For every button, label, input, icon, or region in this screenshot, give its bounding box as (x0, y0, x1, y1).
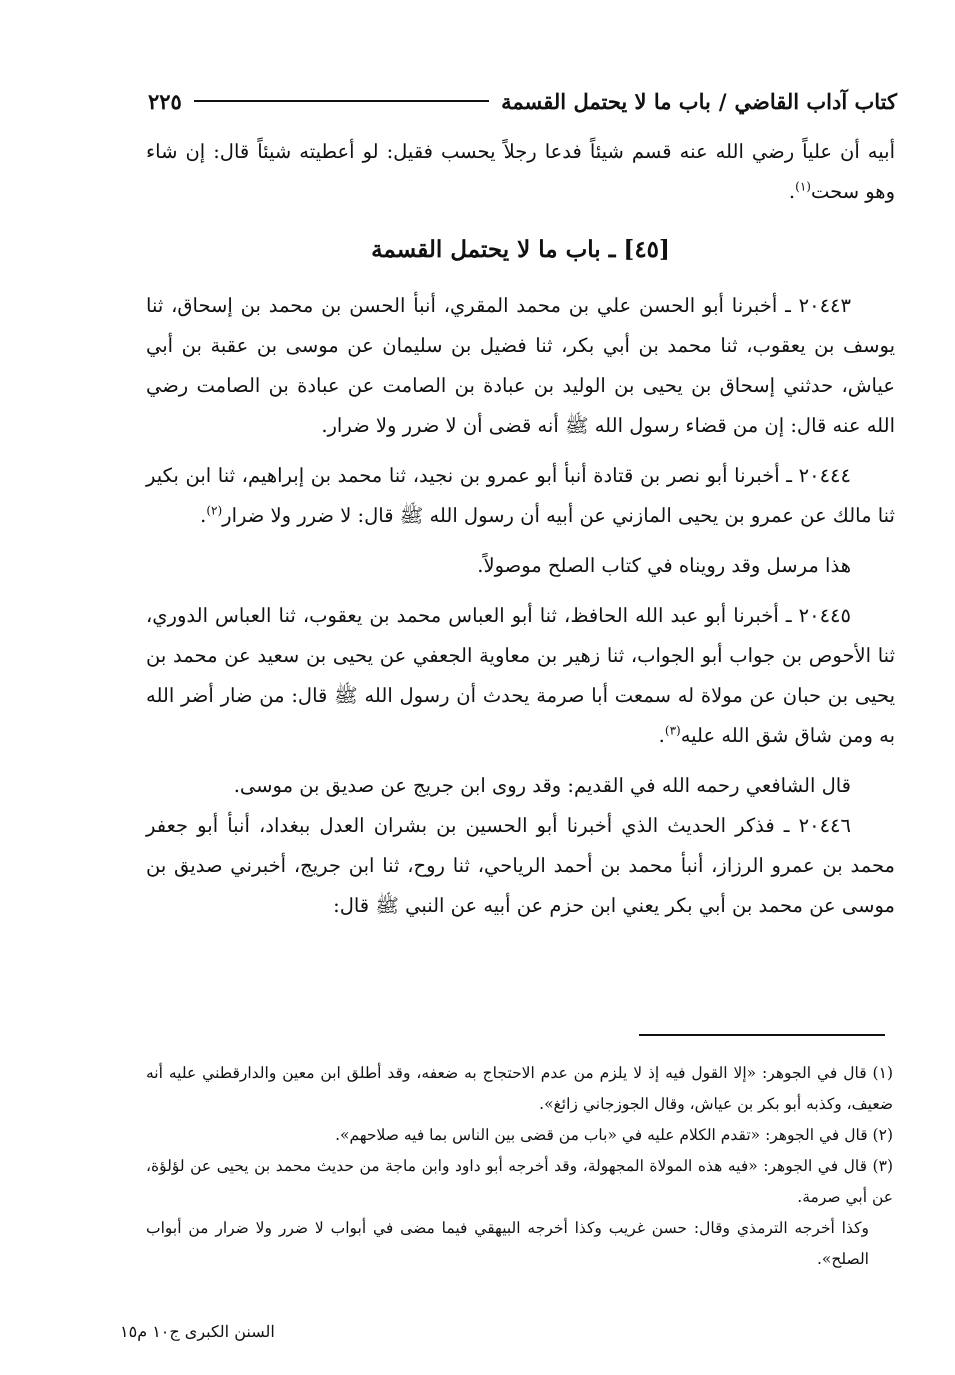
footnotes (146, 1058, 893, 1275)
footnote-3: (٣) قال في الجوهر: «فيه هذه المولاة المجهولة، وقد أخرجه أبو داود وابن ماجة من حديث محمد بن يحيى عن لؤلؤة، عن أبي صرمة. (146, 1157, 893, 1206)
header-rule (194, 100, 489, 102)
running-header (148, 86, 897, 116)
hadith-20445-text: ٢٠٤٤٥ ـ أخبرنا أبو عبد الله الحافظ، ثنا أبو العباس محمد بن يعقوب، ثنا العباس الدوري، ثنا الأحوص بن جواب أبو الجواب، ثنا زهير بن معاوية الجعفي عن يحيى بن سعيد عن محمد بن يحيى بن حبان عن مولاة له سمعت أبا صرمة يحدث أن رسول الله ﷺ قال: من ضار أضر الله به ومن شاق شق الله عليه (146, 604, 895, 747)
footnote-ref-1: (١) (795, 179, 811, 194)
footnote-ref-2: (٢) (206, 503, 223, 518)
page-number: ٢٢٥ (148, 88, 182, 114)
chapter-heading: [٤٥] ـ باب ما لا يحتمل القسمة (371, 236, 670, 263)
hadith-20444-text: ٢٠٤٤٤ ـ أخبرنا أبو نصر بن قتادة أنبأ أبو عمرو بن نجيد، ثنا محمد بن إبراهيم، ثنا ابن بكير ثنا مالك عن عمرو بن يحيى المازني عن أبيه أن رسول الله ﷺ قال: لا ضرر ولا ضرار (146, 464, 895, 527)
title-separator: / (718, 88, 727, 114)
footnote-separator (639, 1034, 885, 1036)
hadith-20443: ٢٠٤٤٣ ـ أخبرنا أبو الحسن علي بن محمد المقري، أنبأ الحسن بن محمد بن إسحاق، ثنا يوسف بن يعقوب، ثنا محمد بن أبي بكر، ثنا فضيل بن سليمان عن موسى بن عقبة بن أبي عياش، حدثني إسحاق بن يحيى بن الوليد بن عبادة بن الصامت عن عبادة بن الصامت رضي الله عنه قال: إن من قضاء رسول الله ﷺ أنه قضى أن لا ضرر ولا ضرار. (146, 294, 896, 437)
hadith-20445-end: . (658, 724, 665, 747)
main-text (146, 132, 895, 926)
mursal-note: هذا مرسل وقد رويناه في كتاب الصلح موصولاً. (477, 554, 851, 577)
hadith-20444 (146, 456, 895, 536)
chapter-title: باب ما لا يحتمل القسمة (501, 88, 711, 114)
book-title: كتاب آداب القاضي (734, 88, 897, 114)
hadith-20445 (146, 596, 895, 756)
hadith-20444-end: . (200, 504, 207, 527)
shafii-note: قال الشافعي رحمه الله في القديم: وقد روى ابن جريج عن صديق بن موسى. (233, 774, 851, 797)
intro-end: . (788, 180, 796, 203)
footnote-1: (١) قال في الجوهر: «إلا القول فيه إذ لا يلزم من عدم الاحتجاج به ضعفه، وقد أطلق ابن معين والدارقطني عليه أنه ضعيف، وكذبه أبو بكر بن عياش، وقال الجوزجاني زائغ». (146, 1064, 893, 1113)
hadith-20446: ٢٠٤٤٦ ـ فذكر الحديث الذي أخبرنا أبو الحسين بن بشران العدل ببغداد، أنبأ أبو جعفر محمد بن عمرو الرزاز، أنبأ محمد بن أحمد الرياحي، ثنا روح، ثنا ابن جريج، أخبرني صديق بن موسى عن محمد بن أبي بكر يعني ابن حزم عن أبيه عن النبي ﷺ قال: (146, 814, 895, 917)
footnote-2: (٢) قال في الجوهر: «تقدم الكلام عليه في «باب من قضى بين الناس بما فيه صلاحهم». (335, 1126, 893, 1144)
footnote-3-continuation: وكذا أخرجه الترمذي وقال: حسن غريب وكذا أخرجه البيهقي فيما مضى في أبواب لا ضرر ولا ضرار من أبواب الصلح». (146, 1219, 869, 1268)
intro-paragraph (146, 132, 895, 212)
footnote-ref-3: (٣) (664, 723, 681, 738)
intro-text: أبيه أن علياً رضي الله عنه قسم شيئاً فدعا رجلاً يحسب فقيل: لو أعطيته شيئاً قال: إن شاء وهو سحت (146, 140, 895, 203)
volume-signature: السنن الكبرى ج١٠ م١٥ (120, 1322, 275, 1341)
header-title (501, 89, 897, 114)
